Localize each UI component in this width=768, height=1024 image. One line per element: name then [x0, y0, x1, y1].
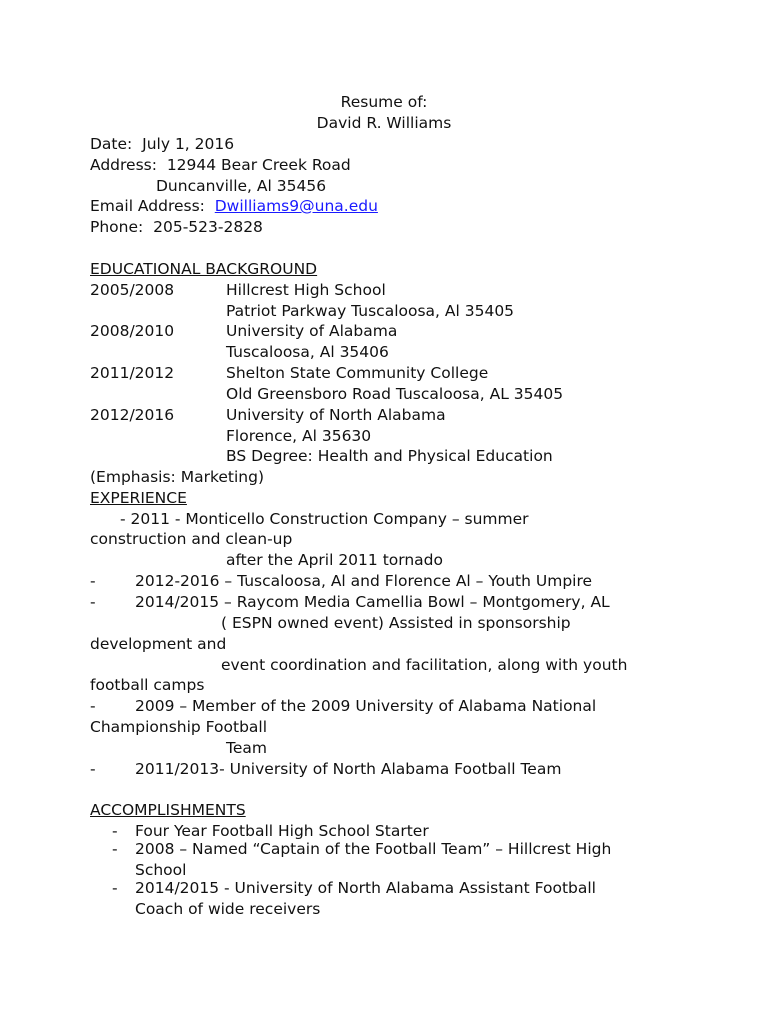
accomplishment-item-cont [90, 899, 748, 920]
education-entry [90, 363, 748, 384]
address-label: Address: [90, 156, 157, 174]
education-degree: BS Degree: Health and Physical Education [226, 447, 553, 465]
email-line [90, 196, 748, 217]
education-entry-detail [90, 342, 748, 363]
experience-item-cont: Team [226, 739, 267, 757]
education-school: University of North Alabama [226, 406, 446, 424]
date-label: Date: [90, 135, 133, 153]
education-entry-detail [90, 446, 748, 467]
accomplishment-text: 2014/2015 - University of North Alabama Assistant Football [135, 879, 596, 897]
bullet-dash: - [90, 593, 96, 611]
accomplishment-text: Coach of wide receivers [135, 900, 321, 918]
education-entry-detail [90, 384, 748, 405]
education-years: 2011/2012 [90, 364, 175, 382]
bullet-dash: - [112, 879, 118, 897]
phone-label: Phone: [90, 218, 144, 236]
accomplishment-item [90, 839, 748, 860]
accomplishment-text: School [135, 861, 187, 879]
experience-text: 2014/2015 – Raycom Media Camellia Bowl – Montgomery, AL [135, 593, 610, 611]
education-heading: EDUCATIONAL BACKGROUND [90, 260, 318, 278]
experience-text: 2009 – Member of the 2009 University of Alabama National [135, 697, 597, 715]
accomplishment-text: 2008 – Named “Captain of the Football Team” – Hillcrest High [135, 840, 612, 858]
date-line [90, 134, 748, 155]
phone-line [90, 217, 748, 238]
experience-text: 2011/2013- University of North Alabama Football Team [135, 760, 562, 778]
education-years: 2008/2010 [90, 322, 175, 340]
education-entry [90, 321, 748, 342]
experience-item [90, 592, 748, 613]
resume-title: Resume of: [340, 93, 428, 111]
email-label: Email Address: [90, 197, 205, 215]
education-entry-detail [90, 301, 748, 322]
experience-item-cont: construction and clean-up [90, 530, 293, 548]
experience-item-cont: after the April 2011 tornado [226, 551, 443, 569]
accomplishment-text: Four Year Football High School Starter [135, 822, 429, 840]
address-line2: Duncanville, Al 35456 [156, 177, 327, 195]
education-school: University of Alabama [226, 322, 398, 340]
experience-item: - 2011 - Monticello Construction Company – summer [120, 510, 529, 528]
education-emphasis: (Emphasis: Marketing) [90, 468, 265, 486]
experience-item-cont: event coordination and facilitation, along with youth [221, 656, 628, 674]
experience-item-cont: ( ESPN owned event) Assisted in sponsorship [221, 614, 571, 632]
education-entry [90, 405, 748, 426]
accomplishment-item [90, 878, 748, 899]
bullet-dash: - [112, 840, 118, 858]
bullet-dash: - [90, 572, 96, 590]
address-line1: 12944 Bear Creek Road [166, 156, 351, 174]
phone-value: 205-523-2828 [153, 218, 263, 236]
experience-item-cont: development and [90, 635, 227, 653]
address-line [90, 155, 748, 176]
experience-text: 2012-2016 – Tuscaloosa, Al and Florence Al – Youth Umpire [135, 572, 593, 590]
education-location: Tuscaloosa, Al 35406 [226, 343, 389, 361]
bullet-dash: - [90, 760, 96, 778]
resume-name: David R. Williams [316, 114, 452, 132]
education-school: Shelton State Community College [226, 364, 489, 382]
email-link[interactable]: Dwilliams9@una.edu [214, 197, 378, 215]
education-entry [90, 280, 748, 301]
bullet-dash: - [112, 822, 118, 840]
experience-item [90, 696, 748, 717]
experience-item [90, 571, 748, 592]
experience-item-cont: football camps [90, 676, 205, 694]
education-location: Patriot Parkway Tuscaloosa, Al 35405 [226, 302, 515, 320]
education-entry-detail [90, 426, 748, 447]
bullet-dash: - [90, 697, 96, 715]
education-school: Hillcrest High School [226, 281, 386, 299]
education-years: 2012/2016 [90, 406, 175, 424]
experience-item [90, 759, 748, 780]
date-value: July 1, 2016 [142, 135, 235, 153]
education-location: Florence, Al 35630 [226, 427, 372, 445]
accomplishments-heading: ACCOMPLISHMENTS [90, 801, 246, 819]
experience-item-cont: Championship Football [90, 718, 268, 736]
education-location: Old Greensboro Road Tuscaloosa, AL 35405 [226, 385, 564, 403]
education-years: 2005/2008 [90, 281, 175, 299]
experience-heading: EXPERIENCE [90, 489, 187, 507]
